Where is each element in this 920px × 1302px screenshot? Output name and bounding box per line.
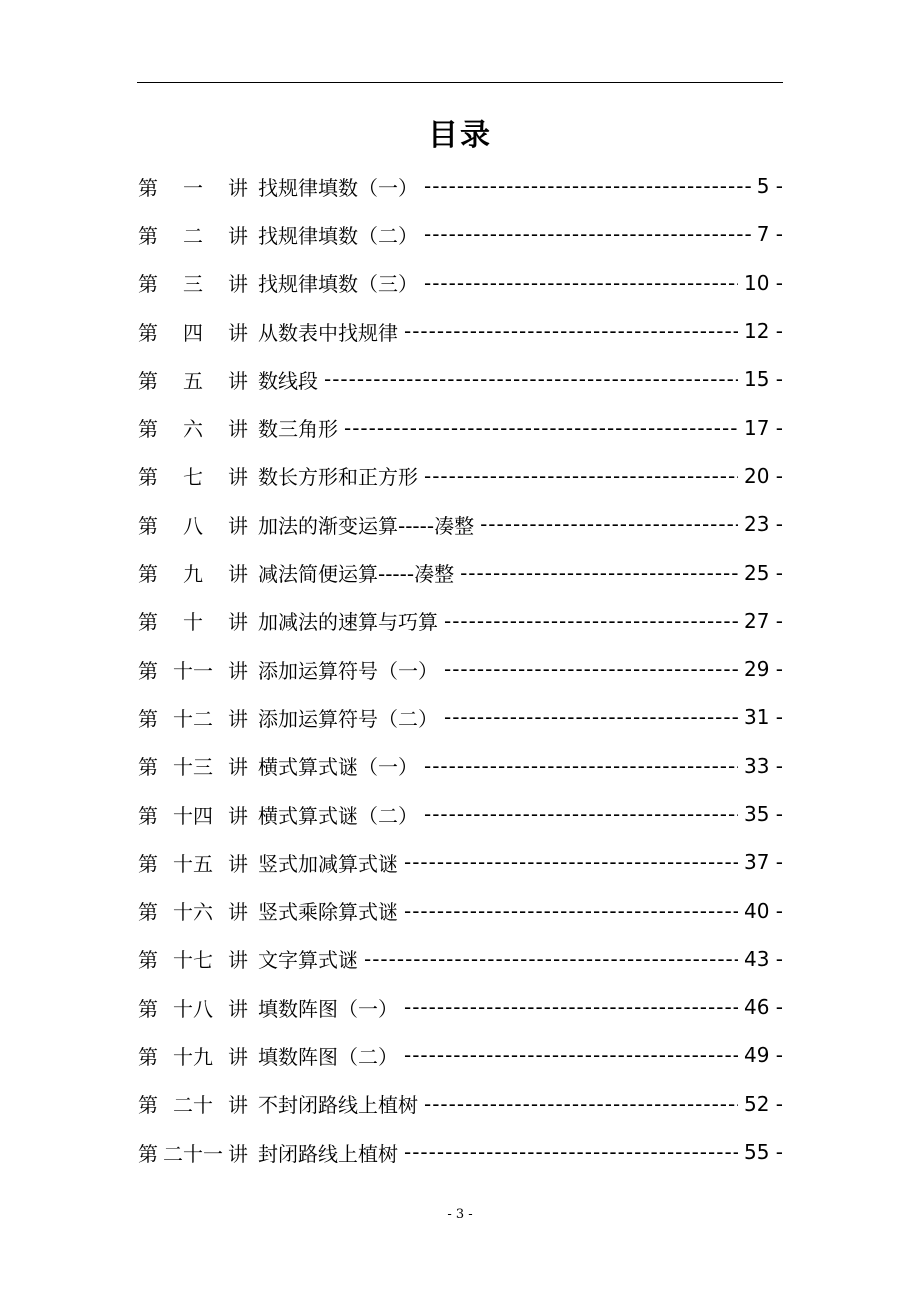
toc-lecture-part: 讲 — [228, 320, 248, 345]
toc-lecture-part: 第 — [138, 175, 158, 200]
toc-lecture-number — [138, 365, 248, 394]
toc-lecture-number — [138, 896, 248, 925]
toc-dot-leader — [444, 657, 738, 681]
toc-dot-leader — [444, 705, 738, 729]
toc-entry[interactable] — [138, 886, 783, 934]
toc-entry-title: 减法简便运算-----凑整 — [258, 562, 455, 587]
toc-entry[interactable] — [138, 403, 783, 451]
toc-entry-title: 数三角形 — [258, 417, 338, 442]
toc-entry-title: 找规律填数（一） — [258, 175, 418, 200]
toc-page-number: 20 - — [743, 463, 783, 488]
toc-lecture-part: 讲 — [228, 368, 248, 393]
toc-lecture-part: 二 — [183, 223, 203, 248]
toc-lecture-number — [138, 1089, 248, 1118]
toc-entry-title: 找规律填数（三） — [258, 272, 418, 297]
toc-entry-title: 找规律填数（二） — [258, 223, 418, 248]
page-number-footer: - 3 - — [447, 1207, 473, 1222]
toc-dot-leader — [424, 802, 738, 826]
toc-lecture-part: 十六 — [173, 900, 213, 925]
toc-lecture-part: 讲 — [228, 755, 248, 780]
toc-page-number: 55 - — [743, 1140, 783, 1165]
toc-lecture-part: 十四 — [173, 803, 213, 828]
toc-dot-leader — [404, 995, 738, 1019]
toc-page-number: 49 - — [743, 1043, 783, 1068]
toc-dot-leader — [404, 1140, 738, 1164]
toc-lecture-part: 十三 — [173, 755, 213, 780]
toc-lecture-part: 讲 — [228, 223, 248, 248]
toc-lecture-part: 讲 — [228, 996, 248, 1021]
toc-lecture-part: 第 — [138, 272, 158, 297]
toc-lecture-part: 十八 — [173, 996, 213, 1021]
toc-entry-title: 填数阵图（一） — [258, 996, 398, 1021]
toc-lecture-part: 六 — [183, 417, 203, 442]
toc-entry[interactable] — [138, 500, 783, 548]
table-of-contents — [138, 162, 783, 1176]
toc-entry[interactable] — [138, 935, 783, 983]
toc-page-number: 7 - — [756, 222, 783, 247]
toc-page-number: 12 - — [743, 319, 783, 344]
toc-lecture-part: 十一 — [173, 658, 213, 683]
toc-lecture-part: 讲 — [228, 465, 248, 490]
toc-lecture-part: 第 — [138, 417, 158, 442]
toc-lecture-number — [138, 558, 248, 587]
toc-dot-leader — [424, 754, 738, 778]
toc-lecture-part: 第 — [138, 851, 158, 876]
toc-lecture-part: 十二 — [173, 706, 213, 731]
toc-lecture-number — [138, 172, 248, 201]
toc-lecture-number — [138, 220, 248, 249]
toc-dot-leader — [324, 367, 738, 391]
toc-lecture-part: 讲 — [228, 706, 248, 731]
toc-lecture-part: 十五 — [173, 851, 213, 876]
toc-lecture-part: 五 — [183, 368, 203, 393]
toc-dot-leader — [404, 319, 738, 343]
toc-page-number: 52 - — [743, 1091, 783, 1116]
toc-lecture-part: 八 — [183, 513, 203, 538]
toc-lecture-number — [138, 461, 248, 490]
toc-entry[interactable] — [138, 452, 783, 500]
toc-page-number: 33 - — [743, 753, 783, 778]
toc-lecture-part: 讲 — [228, 417, 248, 442]
toc-lecture-part: 十 — [183, 610, 203, 635]
toc-lecture-number — [138, 944, 248, 973]
toc-entry-title: 从数表中找规律 — [258, 320, 398, 345]
toc-lecture-part: 讲 — [228, 900, 248, 925]
toc-dot-leader — [480, 512, 738, 536]
toc-lecture-part: 第 — [138, 658, 158, 683]
toc-lecture-part: 十九 — [173, 1044, 213, 1069]
toc-entry[interactable] — [138, 307, 783, 355]
toc-lecture-part: 一 — [183, 175, 203, 200]
toc-dot-leader — [424, 222, 751, 246]
toc-entry-title: 数长方形和正方形 — [258, 465, 418, 490]
toc-lecture-part: 第 — [138, 755, 158, 780]
toc-lecture-part: 第 — [138, 465, 158, 490]
toc-lecture-part: 第 — [138, 1141, 158, 1166]
toc-dot-leader — [404, 1043, 738, 1067]
toc-entry-title: 添加运算符号（一） — [258, 658, 438, 683]
toc-entry[interactable] — [138, 210, 783, 258]
toc-entry-title: 加法的渐变运算-----凑整 — [258, 513, 475, 538]
toc-lecture-part: 第 — [138, 513, 158, 538]
toc-entry-title: 横式算式谜（一） — [258, 755, 418, 780]
toc-page-number: 23 - — [743, 512, 783, 537]
toc-entry[interactable] — [138, 1031, 783, 1079]
toc-page-number: 27 - — [743, 608, 783, 633]
toc-page-number: 31 - — [743, 705, 783, 730]
toc-lecture-number — [138, 751, 248, 780]
toc-lecture-part: 讲 — [228, 610, 248, 635]
toc-lecture-part: 七 — [183, 465, 203, 490]
toc-lecture-part: 讲 — [228, 1093, 248, 1118]
toc-page-number: 43 - — [743, 946, 783, 971]
toc-entry[interactable] — [138, 1080, 783, 1128]
toc-lecture-part: 讲 — [228, 562, 248, 587]
toc-lecture-part: 讲 — [228, 803, 248, 828]
toc-lecture-part: 第 — [138, 1044, 158, 1069]
toc-entry-title: 填数阵图（二） — [258, 1044, 398, 1069]
toc-lecture-part: 第 — [138, 996, 158, 1021]
toc-page-number: 46 - — [743, 995, 783, 1020]
toc-lecture-part: 讲 — [228, 513, 248, 538]
toc-lecture-number — [138, 800, 248, 829]
toc-entry[interactable] — [138, 597, 783, 645]
toc-lecture-part: 讲 — [228, 851, 248, 876]
toc-page-number: 17 - — [743, 415, 783, 440]
toc-lecture-part: 讲 — [228, 1044, 248, 1069]
toc-lecture-part: 第 — [138, 368, 158, 393]
toc-lecture-part: 讲 — [228, 175, 248, 200]
toc-page-number: 40 - — [743, 898, 783, 923]
toc-entry-title: 数线段 — [258, 368, 318, 393]
toc-dot-leader — [424, 464, 738, 488]
toc-entry-title: 竖式乘除算式谜 — [258, 900, 398, 925]
toc-lecture-number — [138, 413, 248, 442]
toc-lecture-number — [138, 993, 248, 1022]
toc-lecture-number — [138, 268, 248, 297]
toc-lecture-part: 二十 — [173, 1093, 213, 1118]
toc-entry-title: 添加运算符号（二） — [258, 706, 438, 731]
toc-lecture-number — [138, 703, 248, 732]
toc-lecture-number — [138, 655, 248, 684]
toc-lecture-part: 第 — [138, 900, 158, 925]
toc-lecture-part: 第 — [138, 320, 158, 345]
toc-lecture-number — [138, 1138, 248, 1167]
toc-dot-leader — [364, 947, 738, 971]
toc-entry[interactable] — [138, 259, 783, 307]
toc-dot-leader — [424, 174, 751, 198]
toc-lecture-part: 第 — [138, 223, 158, 248]
toc-dot-leader — [344, 416, 738, 440]
toc-lecture-number — [138, 510, 248, 539]
toc-lecture-part: 九 — [183, 562, 203, 587]
toc-lecture-number — [138, 606, 248, 635]
toc-entry[interactable] — [138, 790, 783, 838]
toc-lecture-part: 讲 — [228, 948, 248, 973]
toc-dot-leader — [404, 850, 738, 874]
toc-lecture-part: 第 — [138, 803, 158, 828]
toc-page-number: 37 - — [743, 850, 783, 875]
toc-lecture-part: 三 — [183, 272, 203, 297]
toc-page-number: 25 - — [743, 560, 783, 585]
toc-lecture-part: 讲 — [228, 1141, 248, 1166]
toc-entry-title: 封闭路线上植树 — [258, 1141, 398, 1166]
toc-entry-title: 横式算式谜（二） — [258, 803, 418, 828]
toc-page-number: 5 - — [756, 174, 783, 199]
toc-lecture-part: 第 — [138, 610, 158, 635]
toc-lecture-part: 二十一 — [163, 1141, 223, 1166]
toc-lecture-part: 讲 — [228, 658, 248, 683]
toc-dot-leader — [404, 899, 738, 923]
toc-entry-title: 不封闭路线上植树 — [258, 1093, 418, 1118]
toc-entry[interactable] — [138, 983, 783, 1031]
toc-page-number: 29 - — [743, 657, 783, 682]
toc-entry[interactable] — [138, 693, 783, 741]
toc-lecture-part: 讲 — [228, 272, 248, 297]
toc-entry-title: 竖式加减算式谜 — [258, 851, 398, 876]
toc-lecture-number — [138, 1041, 248, 1070]
toc-lecture-number — [138, 317, 248, 346]
toc-lecture-part: 第 — [138, 948, 158, 973]
toc-lecture-part: 第 — [138, 706, 158, 731]
toc-entry[interactable] — [138, 548, 783, 596]
toc-dot-leader — [460, 561, 738, 585]
toc-lecture-part: 第 — [138, 562, 158, 587]
toc-dot-leader — [424, 271, 738, 295]
toc-page-number: 15 - — [743, 367, 783, 392]
toc-dot-leader — [444, 609, 738, 633]
page-title: 目录 — [428, 118, 492, 153]
toc-entry[interactable] — [138, 355, 783, 403]
toc-lecture-part: 第 — [138, 1093, 158, 1118]
header-rule — [137, 82, 783, 83]
toc-entry[interactable] — [138, 1128, 783, 1176]
toc-entry[interactable] — [138, 838, 783, 886]
toc-entry[interactable] — [138, 645, 783, 693]
toc-page-number: 10 - — [743, 270, 783, 295]
toc-lecture-part: 十七 — [173, 948, 213, 973]
toc-lecture-part: 四 — [183, 320, 203, 345]
toc-page-number: 35 - — [743, 802, 783, 826]
toc-lecture-number — [138, 848, 248, 877]
toc-entry-title: 文字算式谜 — [258, 948, 358, 973]
toc-dot-leader — [424, 1092, 738, 1116]
toc-entry-title: 加减法的速算与巧算 — [258, 610, 438, 635]
toc-entry[interactable] — [138, 742, 783, 790]
toc-entry[interactable] — [138, 162, 783, 210]
